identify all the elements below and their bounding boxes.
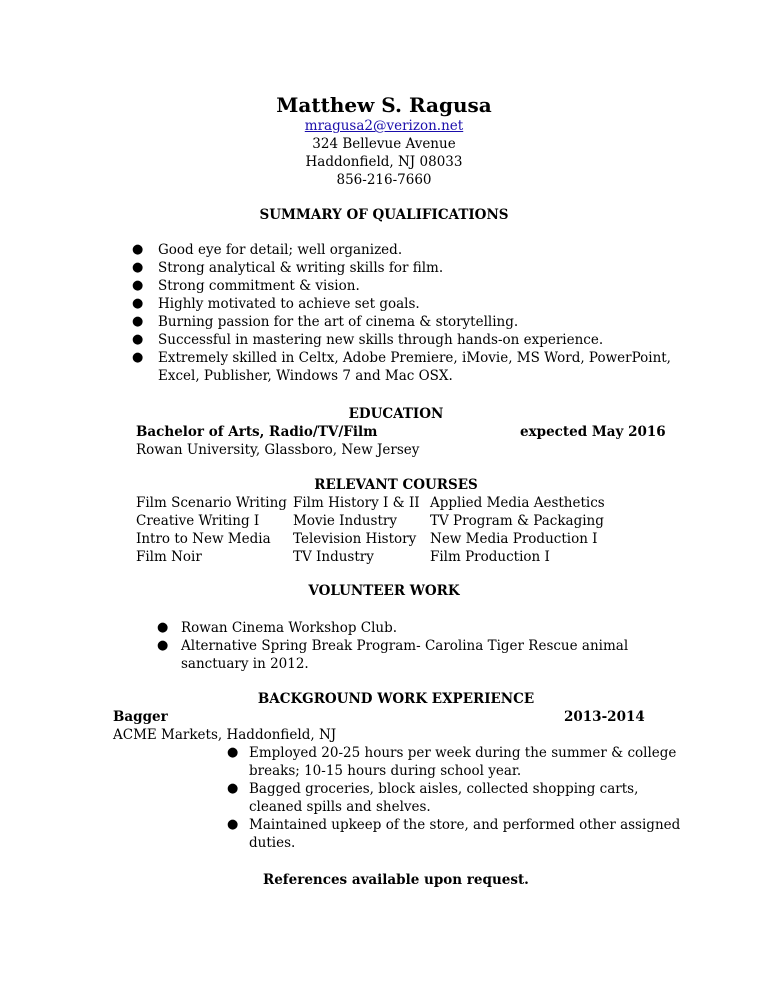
- course-item: Movie Industry: [293, 513, 397, 529]
- courses-heading: RELEVANT COURSES: [314, 477, 478, 493]
- list-item-continuation: duties.: [249, 835, 296, 851]
- job-title: Bagger: [113, 709, 168, 725]
- education-heading: EDUCATION: [348, 406, 444, 422]
- course-item: Film Noir: [136, 549, 202, 565]
- degree-title: Bachelor of Arts, Radio/TV/Film: [136, 424, 378, 440]
- candidate-name: Matthew S. Ragusa: [276, 93, 492, 117]
- list-item: ● Good eye for detail; well organized.: [132, 242, 403, 258]
- list-item: ● Employed 20-25 hours per week during the summer & college: [227, 745, 677, 761]
- course-item: Television History: [293, 531, 417, 547]
- list-item: ● Burning passion for the art of cinema & storytelling.: [132, 314, 519, 330]
- list-item: ● Alternative Spring Break Program- Carolina Tiger Rescue animal: [157, 638, 629, 654]
- list-item: ● Rowan Cinema Workshop Club.: [157, 620, 398, 636]
- phone-number: 856-216-7660: [336, 172, 432, 188]
- list-item: ● Strong commitment & vision.: [132, 278, 360, 294]
- courses-column-1: [136, 494, 287, 566]
- school-name: Rowan University, Glassboro, New Jersey: [136, 442, 420, 458]
- volunteer-list: [157, 619, 629, 673]
- employer-name: ACME Markets, Haddonfield, NJ: [113, 727, 337, 743]
- course-item: Intro to New Media: [136, 531, 271, 547]
- courses-column-2: [293, 494, 420, 566]
- contact-email-line: [0, 117, 768, 135]
- address-line-1: 324 Bellevue Avenue: [312, 136, 456, 152]
- course-item: Film Production I: [430, 549, 550, 565]
- course-item: TV Industry: [293, 549, 374, 565]
- list-item: ● Strong analytical & writing skills for film.: [132, 260, 444, 276]
- list-item-continuation: Excel, Publisher, Windows 7 and Mac OSX.: [158, 368, 453, 384]
- courses-column-3: [430, 494, 605, 566]
- address-line-2: Haddonfield, NJ 08033: [305, 154, 463, 170]
- job-years: 2013-2014: [564, 709, 645, 725]
- summary-list: [132, 241, 671, 385]
- course-item: Creative Writing I: [136, 513, 260, 529]
- list-item-continuation: sanctuary in 2012.: [181, 656, 309, 672]
- list-item: ● Successful in mastering new skills through hands-on experience.: [132, 332, 604, 348]
- course-item: TV Program & Packaging: [430, 513, 604, 529]
- course-item: Film Scenario Writing: [136, 495, 287, 511]
- email-link[interactable]: mragusa2@verizon.net: [304, 118, 464, 134]
- references-note: References available upon request.: [263, 872, 529, 888]
- list-item: ● Highly motivated to achieve set goals.: [132, 296, 420, 312]
- volunteer-heading: VOLUNTEER WORK: [308, 583, 460, 599]
- degree-date: expected May 2016: [520, 424, 666, 440]
- summary-heading: SUMMARY OF QUALIFICATIONS: [259, 207, 509, 223]
- work-heading: BACKGROUND WORK EXPERIENCE: [257, 691, 535, 707]
- course-item: New Media Production I: [430, 531, 598, 547]
- work-duties-list: [227, 744, 681, 852]
- list-item-continuation: breaks; 10-15 hours during school year.: [249, 763, 522, 779]
- list-item: ● Bagged groceries, block aisles, collected shopping carts,: [227, 781, 639, 797]
- list-item: ● Maintained upkeep of the store, and performed other assigned: [227, 817, 681, 833]
- list-item-continuation: cleaned spills and shelves.: [249, 799, 431, 815]
- list-item: ● Extremely skilled in Celtx, Adobe Premiere, iMovie, MS Word, PowerPoint,: [132, 350, 671, 366]
- course-item: Applied Media Aesthetics: [430, 495, 605, 511]
- course-item: Film History I & II: [293, 495, 420, 511]
